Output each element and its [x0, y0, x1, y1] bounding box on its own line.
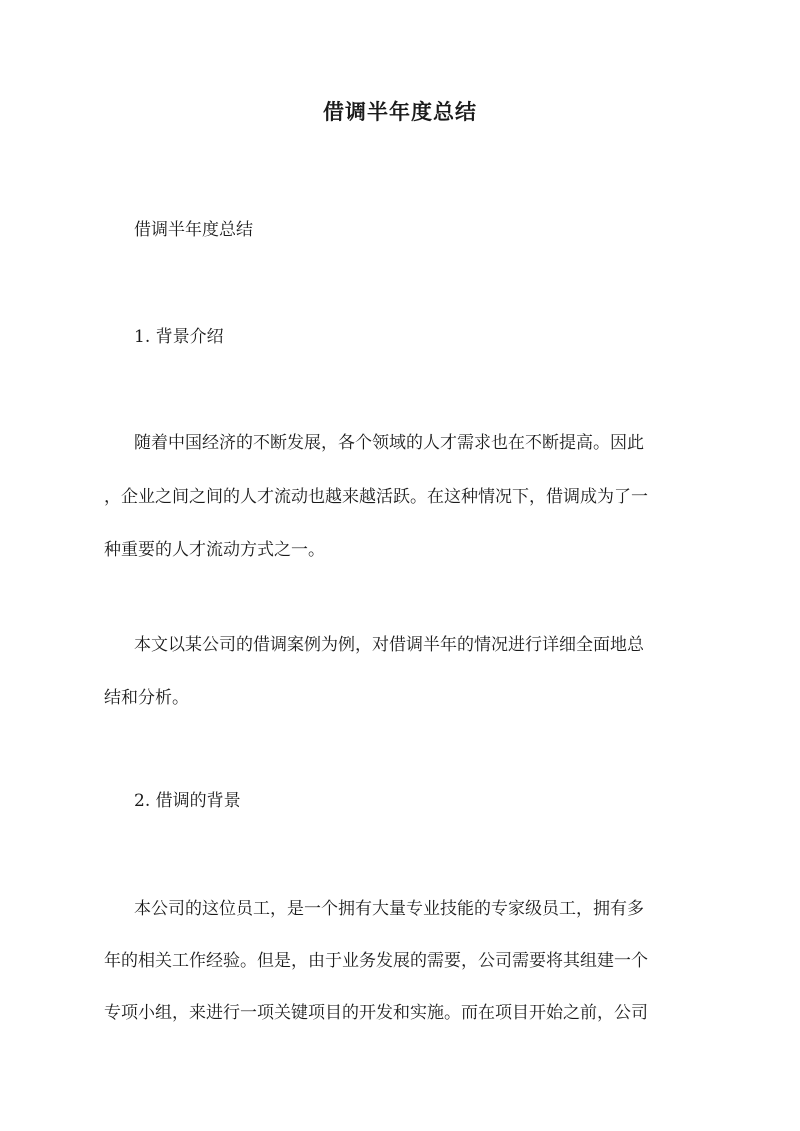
paragraph-line: 随着中国经济的不断发展，各个领域的人才需求也在不断提高。因此: [134, 433, 644, 453]
document-subtitle: 借调半年度总结: [134, 220, 253, 240]
paragraph-line: 本公司的这位员工，是一个拥有大量专业技能的专家级员工，拥有多: [134, 899, 644, 919]
paragraph-line: ，企业之间之间的人才流动也越来越活跃。在这种情况下，借调成为了一: [104, 487, 648, 507]
document-title: 借调半年度总结: [323, 99, 477, 124]
section-heading-background: 1. 背景介绍: [134, 327, 224, 347]
paragraph-line: 年的相关工作经验。但是，由于业务发展的需要，公司需要将其组建一个: [104, 951, 648, 971]
paragraph-line: 种重要的人才流动方式之一。: [104, 540, 325, 560]
paragraph-line: 专项小组，来进行一项关键项目的开发和实施。而在项目开始之前，公司: [104, 1003, 648, 1023]
paragraph-line: 结和分析。: [104, 688, 189, 708]
section-heading-loan-background: 2. 借调的背景: [134, 791, 241, 811]
paragraph-line: 本文以某公司的借调案例为例，对借调半年的情况进行详细全面地总: [134, 635, 644, 655]
